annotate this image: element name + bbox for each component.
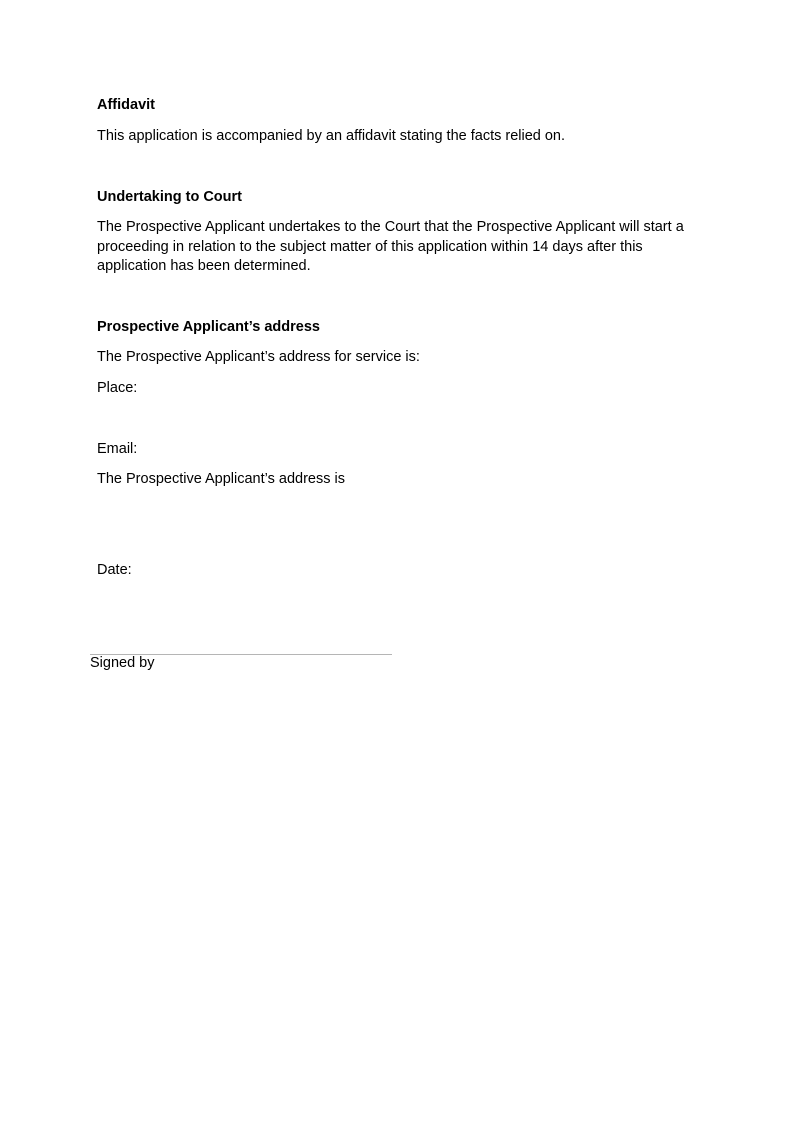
undertaking-line-2: proceeding in relation to the subject matter of this application within 14 days after this <box>97 239 643 255</box>
applicant-address-text: The Prospective Applicant’s address is <box>97 471 345 487</box>
service-address-text: The Prospective Applicant’s address for service is: <box>97 349 420 365</box>
affidavit-heading: Affidavit <box>97 97 155 113</box>
undertaking-line-1: The Prospective Applicant undertakes to the Court that the Prospective Applicant will start a <box>97 219 684 235</box>
date-label: Date: <box>97 562 132 578</box>
email-label: Email: <box>97 441 138 457</box>
place-label: Place: <box>97 380 138 396</box>
affidavit-text: This application is accompanied by an affidavit stating the facts relied on. <box>97 128 566 144</box>
address-heading: Prospective Applicant’s address <box>97 319 320 335</box>
signed-by-label: Signed by <box>90 655 155 671</box>
undertaking-heading: Undertaking to Court <box>97 189 242 205</box>
undertaking-line-3: application has been determined. <box>97 258 311 274</box>
